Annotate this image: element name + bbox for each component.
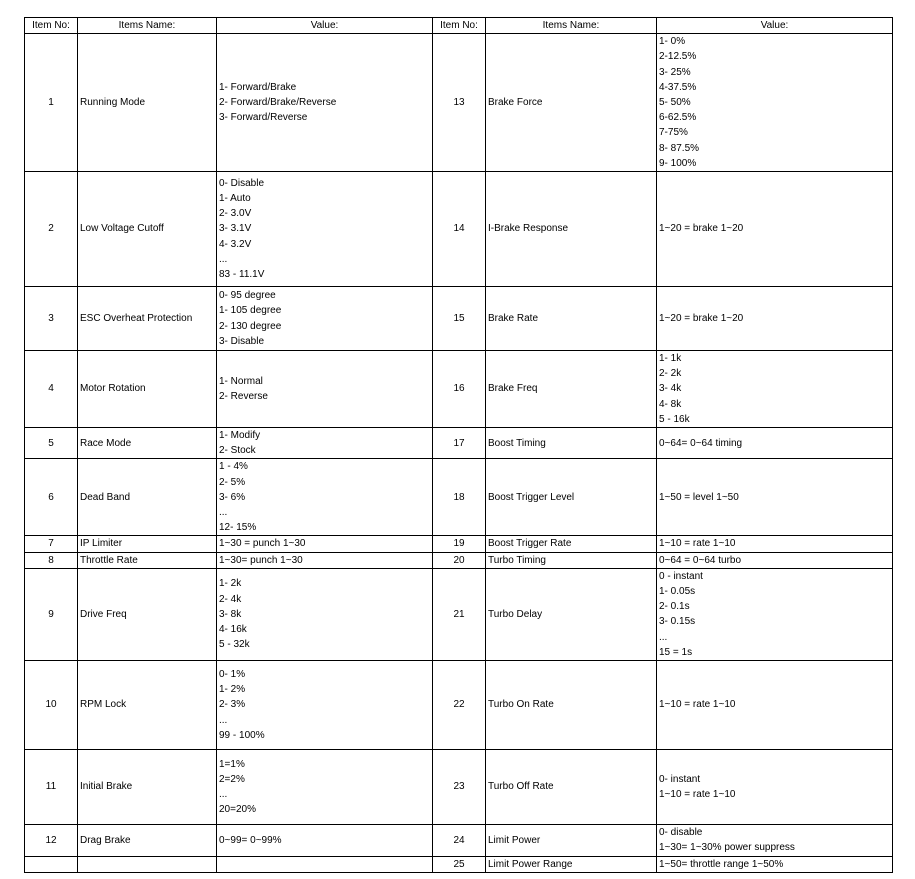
item-no-cell: 23 (433, 750, 486, 825)
item-value-cell (217, 825, 433, 856)
item-value-cell (657, 825, 893, 856)
item-no-cell: 20 (433, 552, 486, 568)
table-row (25, 536, 893, 552)
table-row (25, 34, 893, 172)
value-line: 3- Disable (219, 335, 265, 347)
item-name-cell: Boost Timing (486, 428, 657, 459)
value-line: ... (219, 507, 228, 519)
value-line: 1- 2k (219, 578, 242, 590)
item-value-cell (217, 287, 433, 351)
value-line: 4-37.5% (659, 81, 697, 93)
value-line: 1- Auto (219, 193, 251, 205)
item-name-cell: Motor Rotation (78, 351, 217, 428)
item-no-cell: 25 (433, 856, 486, 872)
table-row (25, 172, 893, 287)
value-line: ... (219, 253, 228, 265)
item-name-cell: IP Limiter (78, 536, 217, 552)
item-name-cell: RPM Lock (78, 661, 217, 750)
item-name-cell: Turbo Off Rate (486, 750, 657, 825)
item-name-cell: Race Mode (78, 428, 217, 459)
value-line: 1~50= throttle range 1~50% (659, 858, 784, 870)
value-line: 1~30= 1~30% power suppress (659, 842, 795, 854)
value-line: 1~30= punch 1~30 (219, 554, 303, 566)
item-no-cell: 7 (25, 536, 78, 552)
table-row (25, 825, 893, 856)
item-no-cell: 16 (433, 351, 486, 428)
value-line: 20=20% (219, 804, 256, 816)
item-value-cell (657, 287, 893, 351)
value-line: ... (659, 631, 668, 643)
value-line: 5 - 32k (219, 639, 250, 651)
value-line: 1~10 = rate 1~10 (659, 538, 736, 550)
item-name-cell: Brake Freq (486, 351, 657, 428)
item-name-cell: Turbo Delay (486, 568, 657, 660)
item-no-cell: 1 (25, 34, 78, 172)
table-row (25, 459, 893, 536)
item-value-cell (217, 750, 433, 825)
value-line: 2- 130 degree (219, 320, 282, 332)
item-no-cell: 12 (25, 825, 78, 856)
item-name-cell: Boost Trigger Level (486, 459, 657, 536)
table-row (25, 351, 893, 428)
value-line: 1~30 = punch 1~30 (219, 538, 306, 550)
value-line: 1~20 = brake 1~20 (659, 312, 744, 324)
value-line: 2- 2k (659, 368, 682, 380)
item-no-cell: 17 (433, 428, 486, 459)
value-line: 12- 15% (219, 522, 257, 534)
item-no-cell: 15 (433, 287, 486, 351)
item-name-cell (78, 856, 217, 872)
item-value-cell (217, 34, 433, 172)
value-line: 3- 8k (219, 608, 242, 620)
value-line: 1- 0% (659, 36, 686, 48)
item-value-cell (217, 552, 433, 568)
value-line: 1~10 = rate 1~10 (659, 699, 736, 711)
header-value: Value: (657, 18, 893, 34)
item-name-cell: Turbo On Rate (486, 661, 657, 750)
item-no-cell: 3 (25, 287, 78, 351)
item-no-cell: 21 (433, 568, 486, 660)
item-name-cell: Drag Brake (78, 825, 217, 856)
value-line: 0- 1% (219, 669, 246, 681)
table-row (25, 428, 893, 459)
item-value-cell (217, 856, 433, 872)
header-row (25, 18, 893, 34)
value-line: 4- 16k (219, 624, 247, 636)
item-no-cell (25, 856, 78, 872)
item-no-cell: 19 (433, 536, 486, 552)
value-line: 4- 3.2V (219, 238, 252, 250)
item-name-cell: Initial Brake (78, 750, 217, 825)
value-line: 2=2% (219, 773, 245, 785)
item-no-cell: 8 (25, 552, 78, 568)
item-value-cell (657, 661, 893, 750)
item-value-cell (217, 459, 433, 536)
value-line: 1~10 = rate 1~10 (659, 789, 736, 801)
table-row (25, 750, 893, 825)
value-line: 2- 5% (219, 476, 246, 488)
value-line: 3- 25% (659, 66, 691, 78)
value-line: 3- 6% (219, 491, 246, 503)
value-line: 1=1% (219, 758, 245, 770)
value-line: 6-62.5% (659, 112, 697, 124)
header-items-name: Items Name: (486, 18, 657, 34)
value-line: 3- 0.15s (659, 616, 696, 628)
table-row (25, 661, 893, 750)
value-line: 0~99= 0~99% (219, 834, 282, 846)
value-line: 1- Normal (219, 375, 263, 387)
item-value-cell (217, 661, 433, 750)
item-name-cell: Turbo Timing (486, 552, 657, 568)
value-line: 0~64= 0~64 timing (659, 437, 743, 449)
item-name-cell: Throttle Rate (78, 552, 217, 568)
value-line: 5 - 16k (659, 413, 690, 425)
value-line: 0- Disable (219, 177, 265, 189)
value-line: 2- Stock (219, 445, 256, 457)
value-line: 1- Modify (219, 430, 261, 442)
value-line: 1- Forward/Brake (219, 81, 297, 93)
table-row (25, 568, 893, 660)
item-name-cell: Limit Power Range (486, 856, 657, 872)
item-value-cell (217, 172, 433, 287)
item-no-cell: 4 (25, 351, 78, 428)
value-line: 7-75% (659, 127, 688, 139)
item-name-cell: Running Mode (78, 34, 217, 172)
value-line: 2- 3.0V (219, 208, 252, 220)
item-value-cell (657, 536, 893, 552)
value-line: ... (219, 789, 228, 801)
header-item-no: Item No: (25, 18, 78, 34)
value-line: 2- 3% (219, 699, 246, 711)
item-no-cell: 2 (25, 172, 78, 287)
value-line: 2- 4k (219, 593, 242, 605)
value-line: 8- 87.5% (659, 142, 700, 154)
value-line: 9- 100% (659, 157, 697, 169)
value-line: 1- 105 degree (219, 305, 282, 317)
item-name-cell: Low Voltage Cutoff (78, 172, 217, 287)
value-line: 1- 0.05s (659, 586, 696, 598)
item-value-cell (657, 856, 893, 872)
item-no-cell: 10 (25, 661, 78, 750)
item-value-cell (657, 428, 893, 459)
value-line: 15 = 1s (659, 646, 693, 658)
item-no-cell: 24 (433, 825, 486, 856)
item-value-cell (657, 172, 893, 287)
value-line: 2- Forward/Brake/Reverse (219, 97, 337, 109)
table-row (25, 287, 893, 351)
value-line: 1- 2% (219, 684, 246, 696)
value-line: 1~20 = brake 1~20 (659, 223, 744, 235)
item-value-cell (217, 428, 433, 459)
value-line: 0- instant (659, 773, 701, 785)
item-name-cell: Brake Rate (486, 287, 657, 351)
item-value-cell (657, 750, 893, 825)
value-line: 0 - instant (659, 570, 703, 582)
item-no-cell: 14 (433, 172, 486, 287)
header-item-no: Item No: (433, 18, 486, 34)
item-value-cell (657, 568, 893, 660)
value-line: 3- 4k (659, 383, 682, 395)
item-value-cell (657, 34, 893, 172)
value-line: 2-12.5% (659, 51, 697, 63)
item-value-cell (217, 351, 433, 428)
value-line: 99 - 100% (219, 729, 265, 741)
value-line: 83 - 11.1V (219, 269, 265, 281)
value-line: 1~50 = level 1~50 (659, 491, 739, 503)
table-row (25, 552, 893, 568)
value-line: 0- 95 degree (219, 290, 276, 302)
item-name-cell: Drive Freq (78, 568, 217, 660)
item-no-cell: 13 (433, 34, 486, 172)
item-value-cell (657, 552, 893, 568)
item-value-cell (217, 568, 433, 660)
value-line: 0- disable (659, 827, 703, 839)
item-value-cell (657, 459, 893, 536)
header-items-name: Items Name: (78, 18, 217, 34)
value-line: 3- 3.1V (219, 223, 252, 235)
value-line: 3- Forward/Reverse (219, 112, 308, 124)
value-line: 4- 8k (659, 398, 682, 410)
value-line: 1- 1k (659, 353, 682, 365)
item-no-cell: 9 (25, 568, 78, 660)
item-value-cell (217, 536, 433, 552)
header-value: Value: (217, 18, 433, 34)
settings-table (24, 17, 893, 873)
item-value-cell (657, 351, 893, 428)
item-name-cell: ESC Overheat Protection (78, 287, 217, 351)
item-no-cell: 6 (25, 459, 78, 536)
value-line: 5- 50% (659, 97, 691, 109)
value-line: 0~64 = 0~64 turbo (659, 554, 742, 566)
value-line: 2- 0.1s (659, 601, 690, 613)
value-line: 2- Reverse (219, 391, 268, 403)
item-no-cell: 22 (433, 661, 486, 750)
item-no-cell: 5 (25, 428, 78, 459)
item-no-cell: 18 (433, 459, 486, 536)
item-name-cell: Limit Power (486, 825, 657, 856)
value-line: ... (219, 714, 228, 726)
item-name-cell: Dead Band (78, 459, 217, 536)
item-no-cell: 11 (25, 750, 78, 825)
value-line: 1 - 4% (219, 461, 248, 473)
item-name-cell: Brake Force (486, 34, 657, 172)
item-name-cell: I-Brake Response (486, 172, 657, 287)
table-row (25, 856, 893, 872)
item-name-cell: Boost Trigger Rate (486, 536, 657, 552)
